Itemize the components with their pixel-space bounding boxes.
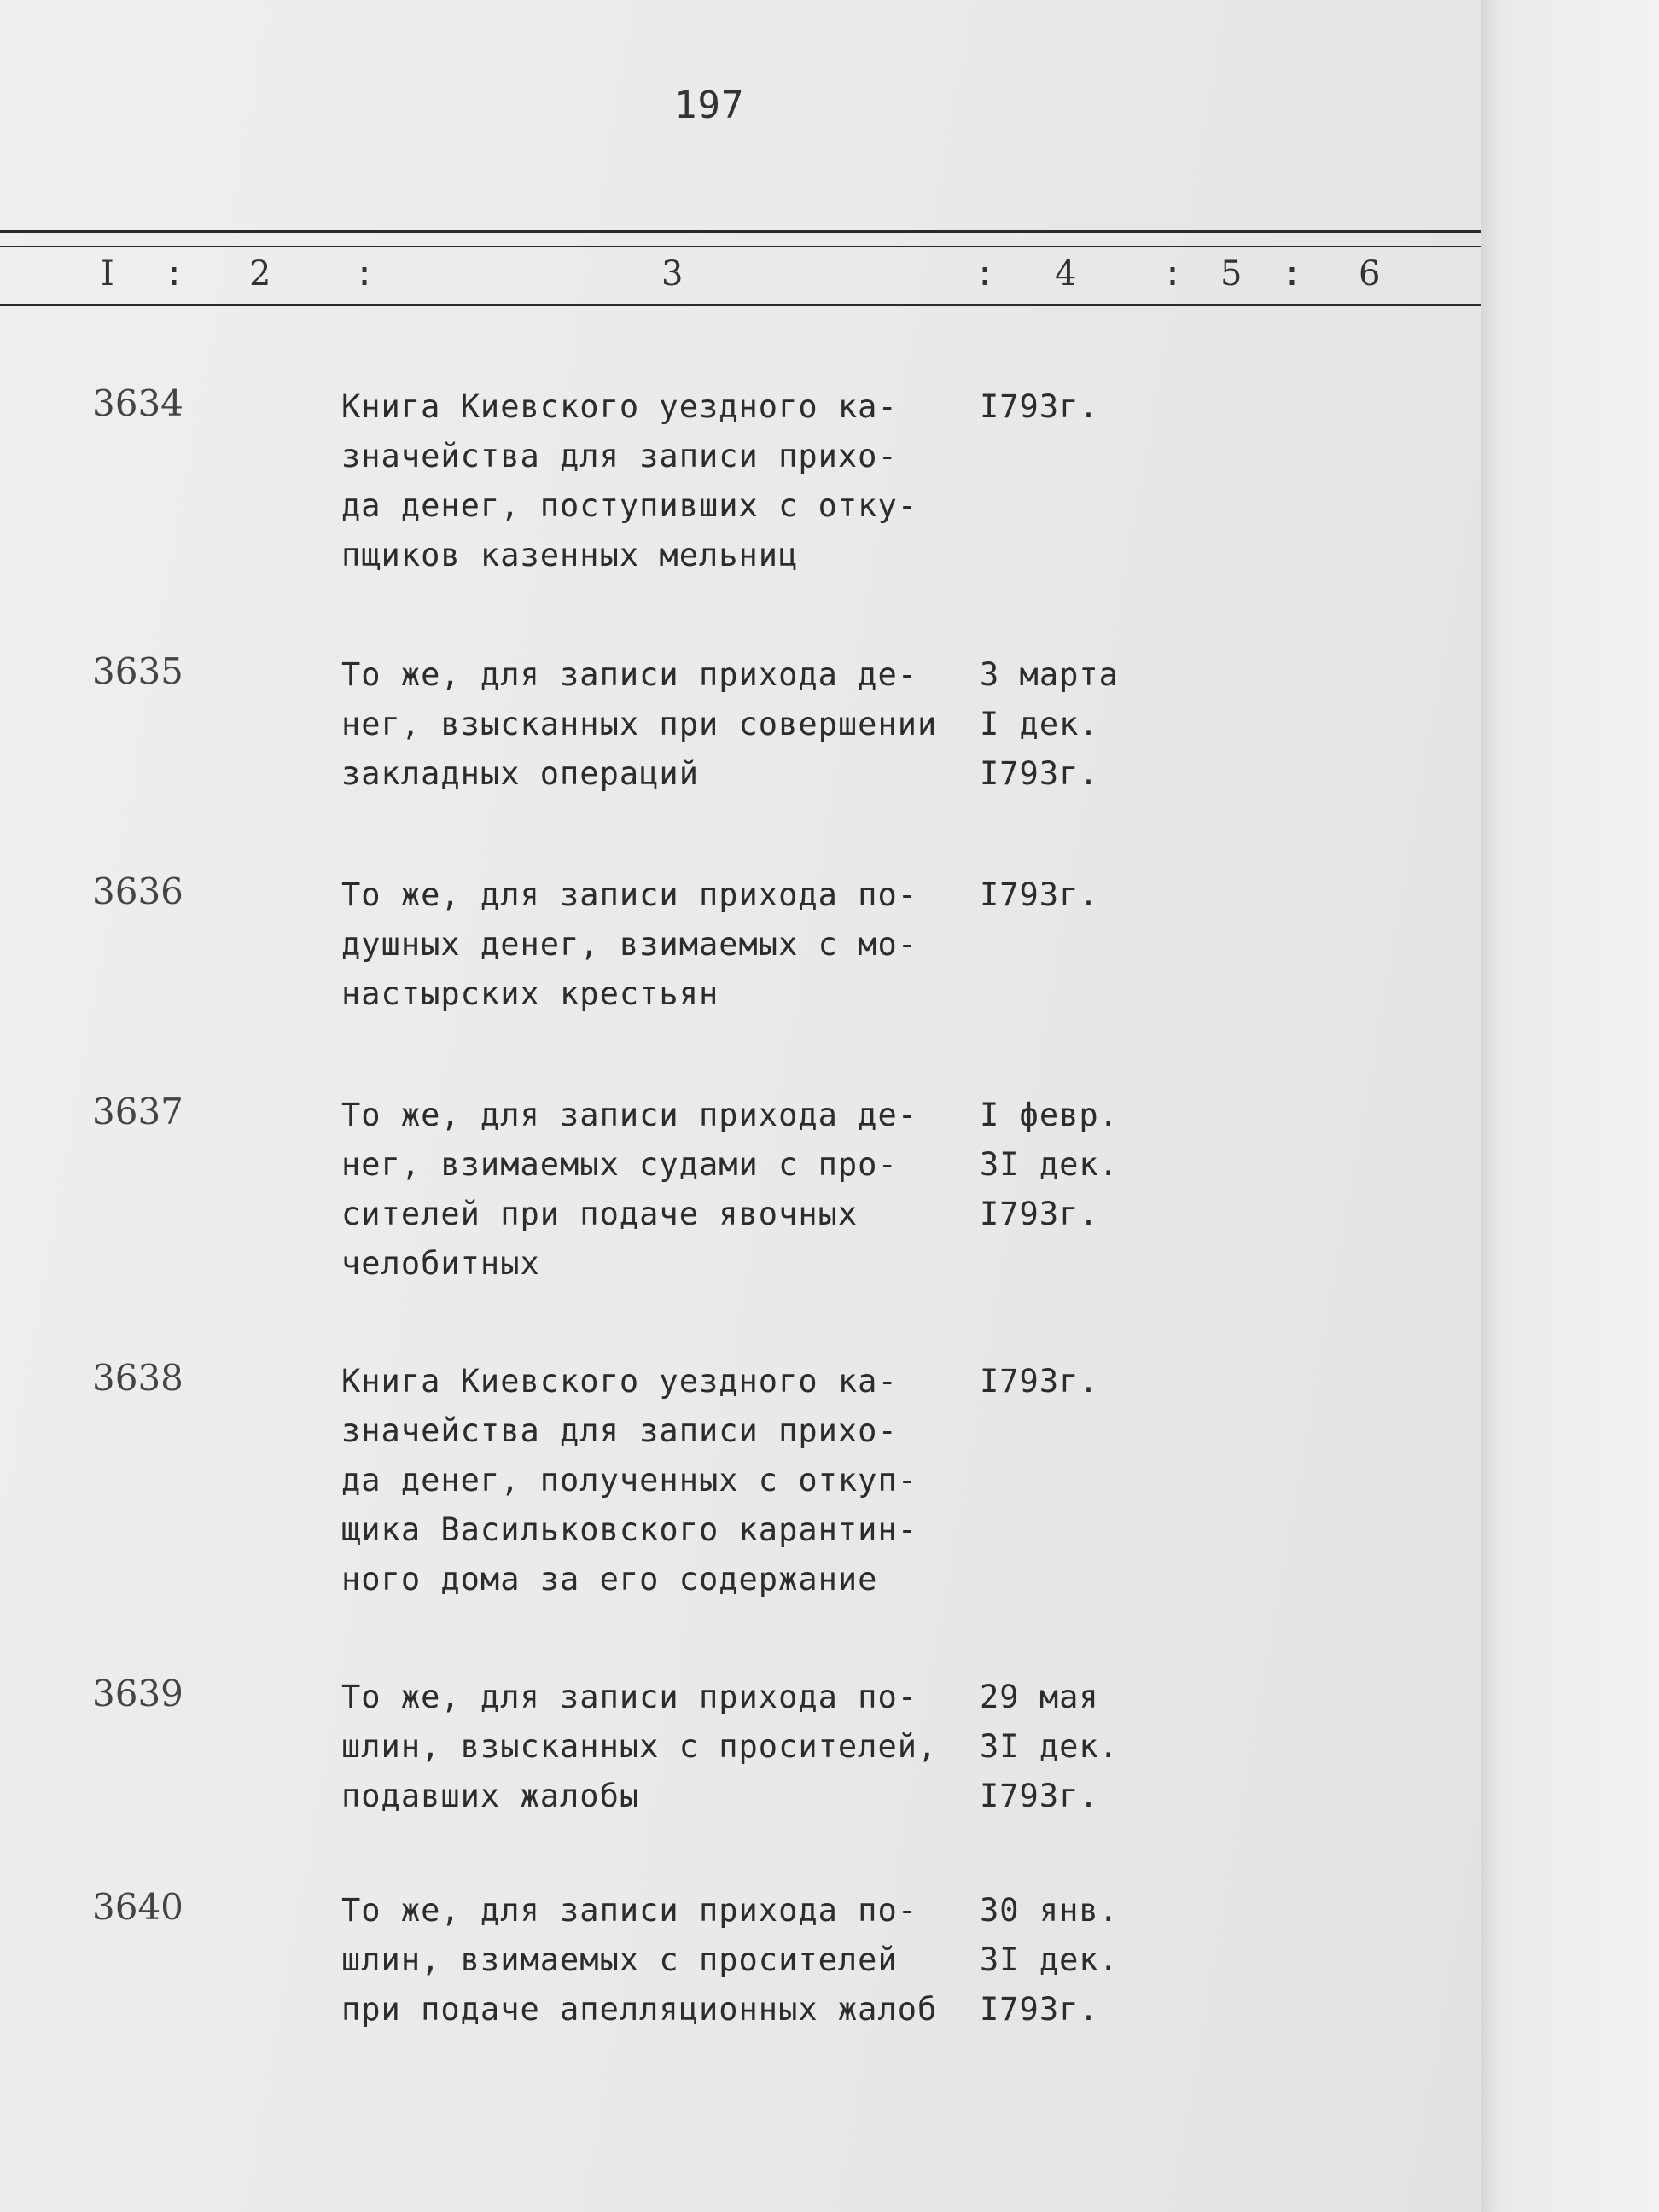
date-line: I793г. [980, 388, 1099, 425]
entry-number: 3636 [92, 870, 183, 912]
date-line: I793г. [980, 1363, 1099, 1400]
column-separator: : [354, 254, 375, 294]
entry-number: 3635 [92, 650, 183, 692]
entry-description [341, 382, 973, 580]
column-header-6: 6 [1359, 254, 1381, 294]
entry-dates [980, 1673, 1185, 1821]
date-line: 3I дек. [980, 1146, 1119, 1183]
column-header-1: I [101, 254, 114, 294]
date-line: 29 мая [980, 1679, 1099, 1715]
entry-description [341, 1091, 973, 1289]
entry-number: 3634 [92, 382, 183, 424]
description-line: сителей при подаче явочных [341, 1196, 859, 1232]
description-line: То же, для записи прихода по- [341, 1892, 918, 1929]
entry-dates [980, 1357, 1185, 1406]
column-header-3: 3 [661, 254, 684, 294]
entry-description [341, 870, 973, 1019]
description-line: шлин, взимаемых с просителей [341, 1941, 898, 1978]
description-line: подавших жалобы [341, 1778, 640, 1814]
description-line: То же, для записи прихода по- [341, 1679, 918, 1715]
entry-number: 3637 [92, 1091, 183, 1132]
date-line: I793г. [980, 1778, 1099, 1814]
description-line: да денег, полученных с откуп- [341, 1462, 918, 1499]
description-line: значейства для записи прихо- [341, 438, 898, 474]
date-line: 30 янв. [980, 1892, 1119, 1929]
date-line: 3I дек. [980, 1941, 1119, 1978]
description-line: пщиков казенных мельниц [341, 537, 799, 573]
underlying-page-edge [1481, 0, 1659, 2212]
entry-number: 3640 [92, 1886, 183, 1928]
entry-description [341, 1673, 973, 1821]
column-separator: : [975, 254, 996, 294]
date-line: I февр. [980, 1097, 1119, 1133]
description-line: челобитных [341, 1245, 540, 1282]
entry-description [341, 1886, 973, 2034]
description-line: Книга Киевского уездного ка- [341, 388, 898, 425]
description-line: щика Васильковского карантин- [341, 1511, 918, 1548]
description-line: нег, взысканных при совершении [341, 706, 938, 742]
entry-dates [980, 650, 1185, 799]
entry-dates [980, 382, 1185, 432]
description-line: закладных операций [341, 755, 699, 792]
description-line: То же, для записи прихода по- [341, 876, 918, 913]
date-line: I дек. [980, 706, 1099, 742]
column-separator: : [164, 254, 185, 294]
column-header-5: 5 [1220, 254, 1243, 294]
date-line: I793г. [980, 755, 1099, 792]
entry-description [341, 1357, 973, 1604]
header-rule-double [0, 246, 1481, 247]
description-line: да денег, поступивших с отку- [341, 487, 918, 524]
entry-dates [980, 1886, 1185, 2034]
date-line: 3 марта [980, 656, 1119, 693]
description-line: при подаче апелляционных жалоб [341, 1991, 938, 2028]
description-line: значейства для записи прихо- [341, 1412, 898, 1449]
column-header-2: 2 [249, 254, 271, 294]
date-line: I793г. [980, 1196, 1099, 1232]
entry-number: 3639 [92, 1673, 183, 1714]
column-separator: : [1162, 254, 1184, 294]
description-line: То же, для записи прихода де- [341, 656, 918, 693]
entry-description [341, 650, 973, 799]
date-line: 3I дек. [980, 1728, 1119, 1765]
header-rule-top [0, 230, 1481, 233]
entry-number: 3638 [92, 1357, 183, 1399]
description-line: То же, для записи прихода де- [341, 1097, 918, 1133]
description-line: Книга Киевского уездного ка- [341, 1363, 898, 1400]
date-line: I793г. [980, 876, 1099, 913]
date-line: I793г. [980, 1991, 1099, 2028]
page-number: 197 [674, 84, 745, 127]
description-line: нег, взимаемых судами с про- [341, 1146, 898, 1183]
column-separator: : [1282, 254, 1303, 294]
description-line: шлин, взысканных с просителей, [341, 1728, 938, 1765]
description-line: ного дома за его содержание [341, 1561, 878, 1598]
entry-dates [980, 1091, 1185, 1239]
header-rule-bottom [0, 304, 1481, 306]
entry-dates [980, 870, 1185, 920]
description-line: настырских крестьян [341, 975, 719, 1012]
description-line: душных денег, взимаемых с мо- [341, 926, 918, 963]
column-header-4: 4 [1055, 254, 1077, 294]
